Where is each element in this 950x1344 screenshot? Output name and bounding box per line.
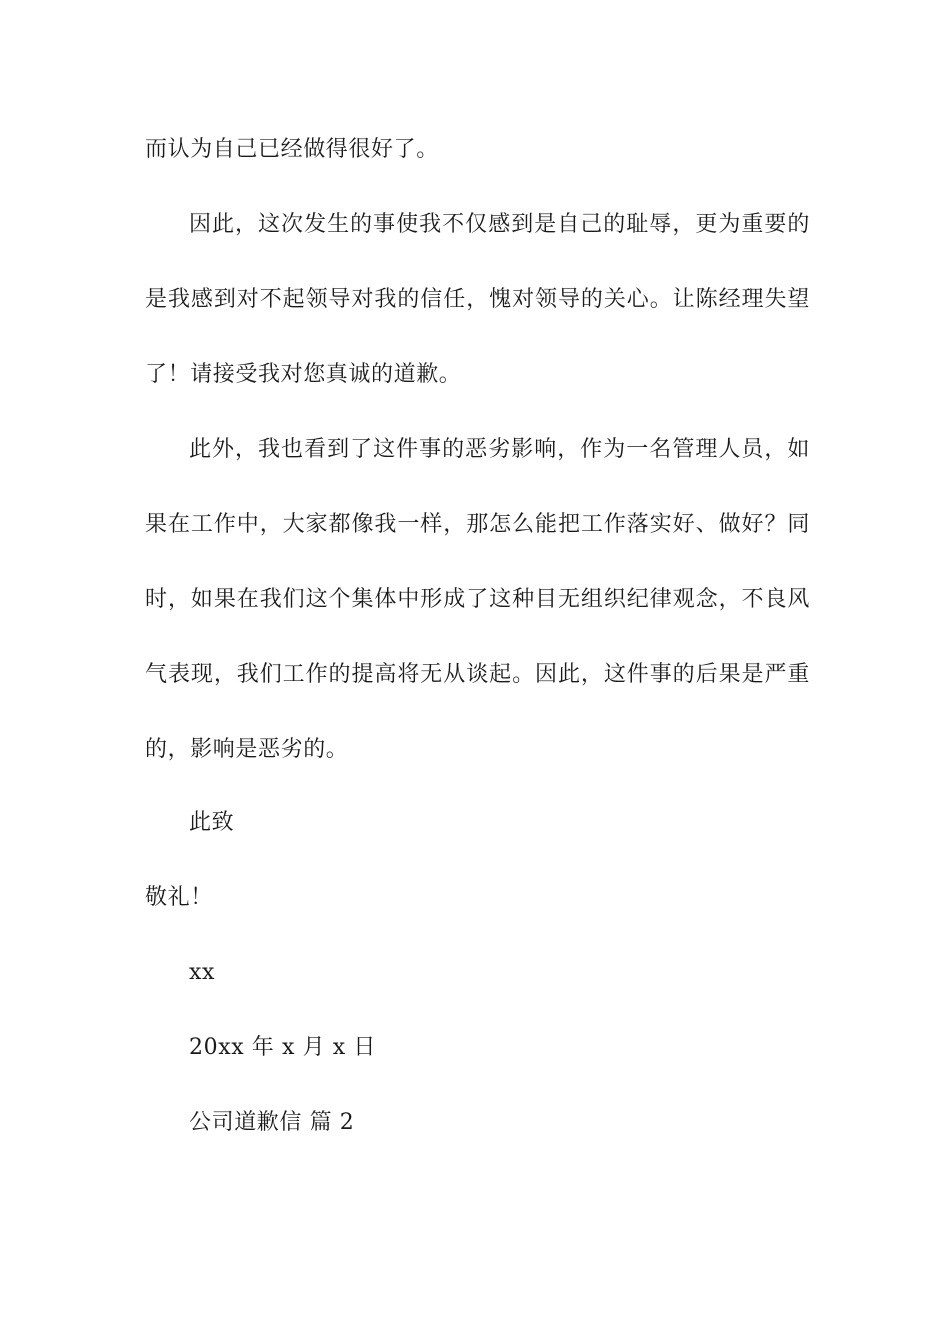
signature-text: xx xyxy=(189,960,216,985)
section-heading: 公司道歉信 篇 2 xyxy=(189,1110,355,1135)
date-text: 20xx 年 x 月 x 日 xyxy=(189,1035,376,1060)
body-text-line: 而认为自己已经做得很好了。 xyxy=(145,137,439,162)
body-text-line: 时，如果在我们这个集体中形成了这种目无组织纪律观念，不良风 xyxy=(145,587,810,612)
body-text-line: 是我感到对不起领导对我的信任，愧对领导的关心。让陈经理失望 xyxy=(145,287,810,312)
body-text-line: 了！请接受我对您真诚的道歉。 xyxy=(145,362,462,387)
body-text-line: 的，影响是恶劣的。 xyxy=(145,737,349,762)
body-text-line: 气表现，我们工作的提高将无从谈起。因此，这件事的后果是严重 xyxy=(145,662,810,687)
paragraph-first-line: 此外，我也看到了这件事的恶劣影响，作为一名管理人员，如 xyxy=(189,437,810,462)
closing-text: 此致 xyxy=(189,810,235,835)
salutation-text: 敬礼！ xyxy=(145,885,213,910)
body-text-line: 果在工作中，大家都像我一样，那怎么能把工作落实好、做好？同 xyxy=(145,512,810,537)
paragraph-first-line: 因此，这次发生的事使我不仅感到是自己的耻辱，更为重要的 xyxy=(189,212,810,237)
